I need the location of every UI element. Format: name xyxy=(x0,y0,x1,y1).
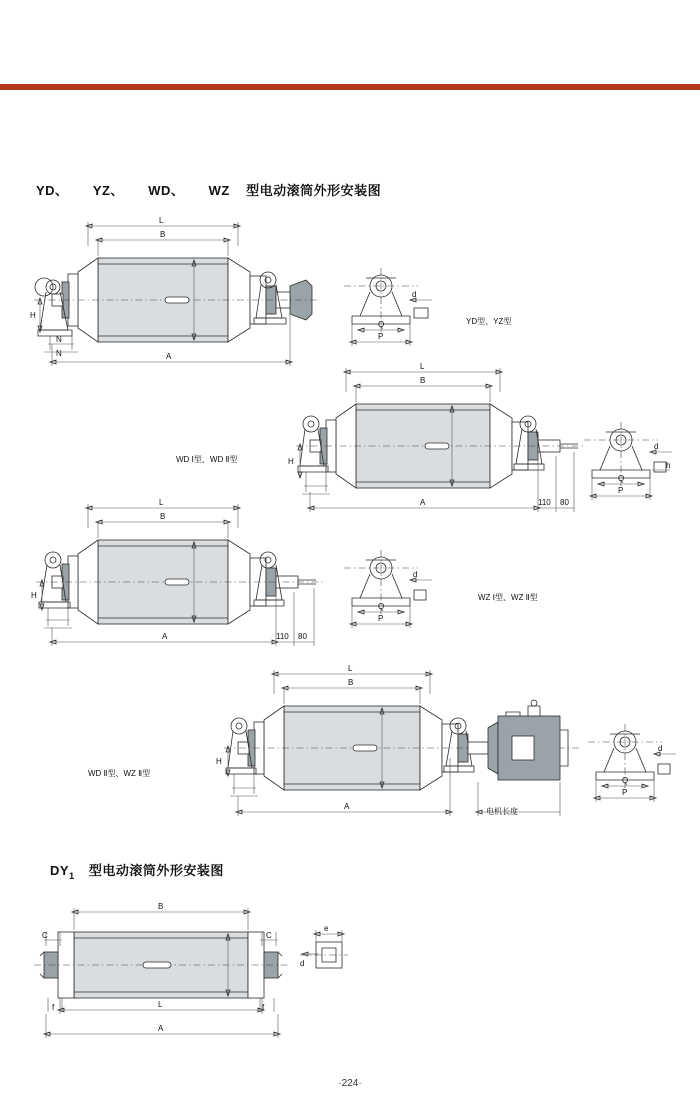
svg-text:A: A xyxy=(166,352,172,361)
svg-text:N: N xyxy=(56,335,62,344)
svg-text:d: d xyxy=(412,290,417,299)
svg-text:H: H xyxy=(31,591,37,600)
svg-text:B: B xyxy=(158,902,164,911)
svg-text:Q: Q xyxy=(618,474,625,483)
title2-part-suffix: 型电动滚筒外形安装图 xyxy=(88,863,224,878)
title-part-wd: WD、 xyxy=(148,183,185,198)
title2-part-sub: 1 xyxy=(69,870,75,881)
svg-text:L: L xyxy=(159,498,164,507)
svg-text:A: A xyxy=(162,632,168,641)
figure-wd2-wz2 xyxy=(216,664,676,816)
title-part-wz: WZ xyxy=(208,183,230,198)
svg-text:Q: Q xyxy=(378,320,385,329)
svg-text:h: h xyxy=(666,461,671,470)
svg-text:P: P xyxy=(378,332,384,341)
svg-text:H: H xyxy=(288,457,294,466)
svg-text:C: C xyxy=(266,931,272,940)
figure-yd-yz xyxy=(30,216,432,366)
svg-text:L: L xyxy=(159,216,164,225)
svg-text:d: d xyxy=(654,442,659,451)
svg-text:Q: Q xyxy=(622,776,629,785)
caption-wd2-wz2: WD Ⅱ型、WZ Ⅱ型 xyxy=(88,769,151,778)
svg-text:B: B xyxy=(160,230,166,239)
note-motor-length: 电机长度 xyxy=(486,807,518,816)
page-title-main xyxy=(36,180,381,199)
svg-text:P: P xyxy=(622,788,628,797)
svg-text:f: f xyxy=(262,1003,265,1012)
figure-wd1-wd2 xyxy=(288,362,672,512)
svg-text:B: B xyxy=(160,512,166,521)
title-part-yz: YZ、 xyxy=(92,183,124,198)
svg-text:d: d xyxy=(658,744,663,753)
svg-text:110: 110 xyxy=(276,632,289,641)
svg-text:80: 80 xyxy=(298,632,307,641)
svg-text:A: A xyxy=(420,498,426,507)
caption-yd-yz: YD型、YZ型 xyxy=(466,317,512,326)
svg-text:80: 80 xyxy=(560,498,569,507)
svg-text:B: B xyxy=(420,376,426,385)
svg-text:P: P xyxy=(378,614,384,623)
svg-text:P: P xyxy=(618,486,624,495)
svg-text:e: e xyxy=(324,924,329,933)
svg-text:N: N xyxy=(56,349,62,358)
svg-text:B: B xyxy=(348,678,354,687)
title2-part-dy: DY xyxy=(50,863,70,878)
svg-text:Q: Q xyxy=(378,602,385,611)
svg-text:C: C xyxy=(42,931,48,940)
caption-wd1-wd2: WD Ⅰ型、WD Ⅱ型 xyxy=(176,455,238,464)
svg-text:f: f xyxy=(52,1003,55,1012)
figure-dy1 xyxy=(34,902,348,1038)
svg-text:H: H xyxy=(216,757,222,766)
svg-text:H: H xyxy=(30,311,36,320)
svg-text:A: A xyxy=(344,802,350,811)
svg-text:L: L xyxy=(420,362,425,371)
svg-text:L: L xyxy=(158,1000,163,1009)
svg-text:d: d xyxy=(413,570,418,579)
page-number: ·224· xyxy=(338,1078,362,1089)
page-title-second xyxy=(50,860,224,881)
svg-text:110: 110 xyxy=(538,498,551,507)
svg-text:A: A xyxy=(158,1024,164,1033)
title-part-yd: YD、 xyxy=(36,183,69,198)
svg-text:d: d xyxy=(300,959,305,968)
accent-rule xyxy=(0,84,700,90)
svg-text:L: L xyxy=(348,664,353,673)
caption-wz1-wz2: WZ Ⅰ型、WZ Ⅱ型 xyxy=(478,593,538,602)
title-part-suffix: 型电动滚筒外形安装图 xyxy=(246,183,382,198)
figure-wz1-wz2 xyxy=(31,498,432,646)
